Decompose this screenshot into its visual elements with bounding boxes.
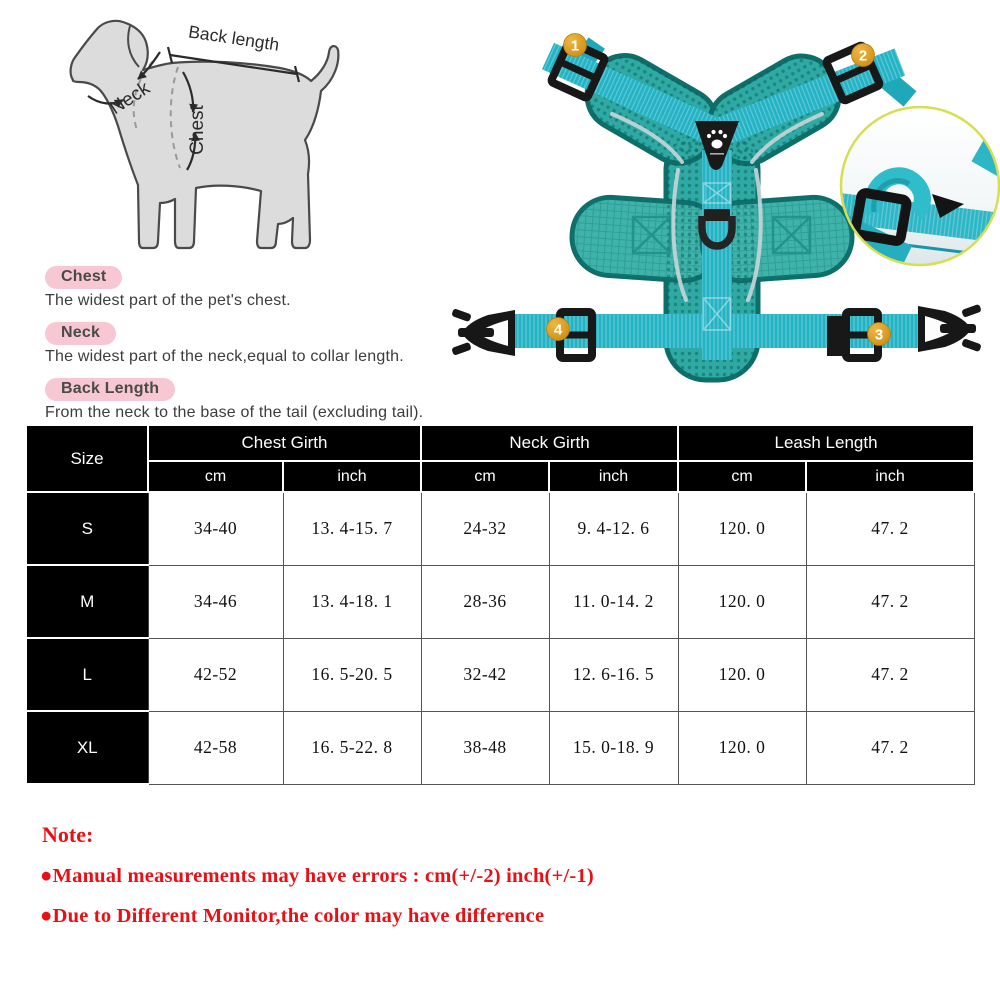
neck-definition-text: The widest part of the neck,equal to collar length.: [45, 348, 404, 365]
size-label: S: [26, 492, 148, 565]
size-chart-table: [25, 424, 975, 785]
table-row-l: L 42-52 16. 5-20. 5 32-42 12. 6-16. 5 120. 0 47. 2: [26, 638, 974, 711]
table-row-xl: XL 42-58 16. 5-22. 8 38-48 15. 0-18. 9 120. 0 47. 2: [26, 711, 974, 784]
side-release-buckle-right: [918, 304, 982, 352]
size-label: L: [26, 638, 148, 711]
svg-text:1: 1: [570, 37, 580, 55]
marker-badge-1: [564, 34, 587, 57]
definition-neck: [45, 322, 485, 366]
chest-definition-text: The widest part of the pet's chest.: [45, 292, 291, 309]
chest-girth-header: Chest Girth: [148, 425, 421, 461]
svg-text:2: 2: [858, 47, 868, 65]
leash-length-header: Leash Length: [678, 425, 974, 461]
back-length-definition-text: From the neck to the base of the tail (excluding tail).: [45, 404, 424, 421]
unit-header: inch: [283, 461, 421, 492]
back-length-label: Back length: [187, 21, 281, 55]
marker-badge-3: [868, 323, 891, 346]
svg-text:4: 4: [553, 321, 563, 339]
neck-girth-header: Neck Girth: [421, 425, 678, 461]
size-column-header: Size: [26, 425, 148, 492]
marker-badge-2: [852, 44, 875, 67]
unit-header: cm: [148, 461, 283, 492]
harness-product-image: [440, 12, 1000, 402]
unit-header: cm: [678, 461, 806, 492]
measurement-definitions: [45, 266, 485, 434]
table-row-m: M 34-46 13. 4-18. 1 28-36 11. 0-14. 2 120. 0 47. 2: [26, 565, 974, 638]
svg-text:3: 3: [874, 326, 884, 344]
dog-measure-diagram: [25, 8, 455, 273]
center-webbing: [702, 150, 732, 360]
strap-keeper: [827, 316, 844, 356]
neck-term-badge: Neck: [45, 322, 116, 345]
table-row-s: S 34-40 13. 4-15. 7 24-32 9. 4-12. 6 120. 0 47. 2: [26, 492, 974, 565]
marker-badge-4: [547, 318, 570, 341]
back-length-term-badge: Back Length: [45, 378, 175, 401]
chest-term-badge: Chest: [45, 266, 122, 289]
chest-label: Chest: [187, 105, 208, 155]
neck-label: Neck: [106, 77, 154, 119]
note-section: [40, 822, 760, 945]
note-title: Note:: [42, 822, 94, 847]
definition-chest: [45, 266, 485, 310]
note-item-monitor: ●Due to Different Monitor,the color may have difference: [40, 905, 545, 927]
definition-back-length: [45, 378, 485, 422]
unit-header: inch: [549, 461, 678, 492]
size-label: M: [26, 565, 148, 638]
note-item-measurement: ●Manual measurements may have errors : cm(+/-2) inch(+/-1): [40, 865, 594, 887]
size-label: XL: [26, 711, 148, 784]
unit-header: cm: [421, 461, 549, 492]
unit-header: inch: [806, 461, 974, 492]
